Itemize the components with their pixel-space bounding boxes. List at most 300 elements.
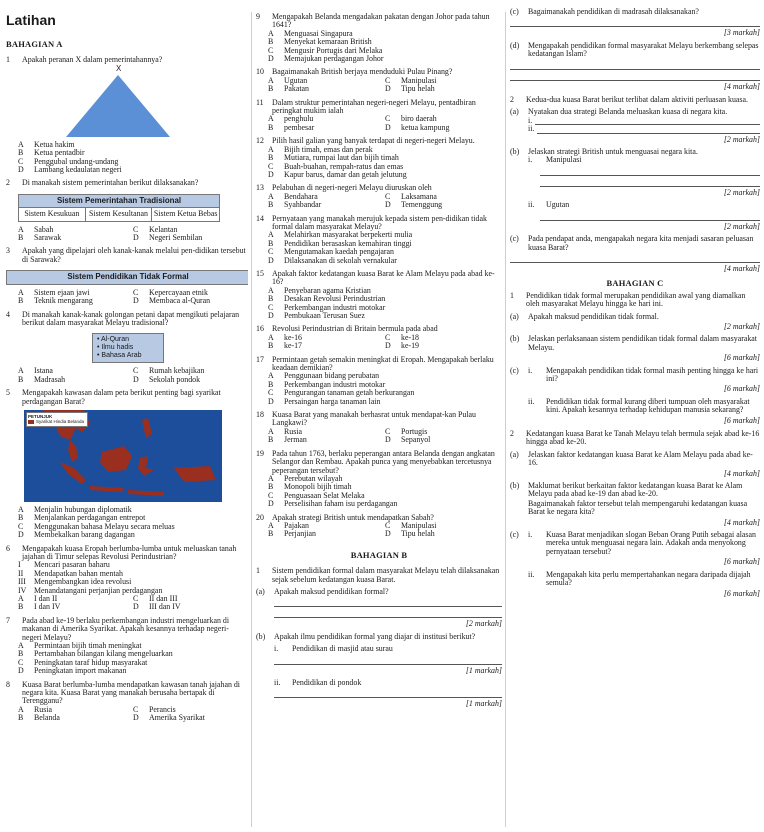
subpart-text: Bagaimanakah pendidikan di madrasah dilaksanakan? (528, 7, 699, 16)
subpart-text: Manipulasi (546, 155, 582, 165)
subpart-label: (b) (510, 481, 520, 491)
option-text: I dan IV (34, 602, 61, 612)
map-legend-item (28, 419, 86, 425)
answer-option[interactable] (18, 166, 248, 174)
option-text: Pembukaan Terusan Suez (284, 311, 365, 320)
marks-label: [6 markah] (723, 353, 760, 363)
option-text: Penguasaan Selat Melaka (284, 490, 365, 500)
option-text: ke-19 (401, 341, 419, 351)
option-text: Mendapatkan bahan mentah (34, 568, 123, 578)
subpart-label: i. (528, 530, 533, 540)
option-text: Menggunakan bahasa Melayu secara meluas (34, 521, 175, 531)
option-letter: B (268, 341, 274, 351)
question-number: 12 (256, 136, 264, 146)
answer-option[interactable] (268, 436, 385, 444)
question-stem: Pelabuhan di negeri-negeri Melayu diuruskan oleh (272, 183, 432, 193)
option-text: Pertambahan bilangan kilang mengeluarkan (34, 649, 173, 659)
answer-option[interactable] (268, 201, 385, 209)
option-letter: A (268, 114, 274, 124)
option-text: Sarawak (34, 233, 62, 243)
option-text: Mengutamakan kaedah pengajaran (284, 247, 394, 257)
triangle-diagram (6, 65, 248, 141)
question-20 (256, 514, 502, 539)
option-letter: A (268, 144, 274, 154)
option-letter: A (268, 75, 274, 85)
option-text: Perkembangan industri motokar (284, 379, 386, 389)
option-text: Lambang kedaulatan negeri (34, 165, 122, 175)
subpart-text: Jelaskan faktor kedatangan kuasa Barat ke Alam Melayu pada abad ke-16. (528, 449, 753, 468)
table-cell: Sistem Kesukuan (19, 208, 86, 220)
question-10 (256, 68, 502, 93)
question-stem: Kedatangan kuasa Barat ke Tanah Melayu telah bermula sejak abad ke-16 hingga abad ke-20. (526, 429, 760, 447)
option-text: Menjalankan perdagangan entrepot (34, 513, 146, 523)
answer-line[interactable] (274, 599, 502, 607)
question-stem: Apakah yang dipelajari oleh kanak-kanak melalui pen-didikan tersebut di Sarawak? (22, 246, 246, 264)
option-text: Laksamana (401, 191, 437, 201)
option-text: Mencari pasaran baharu (34, 560, 110, 570)
question-stem: Pilih hasil galian yang banyak terdapat di negeri-negeri Melayu. (272, 136, 475, 146)
option-letter: D (133, 233, 139, 243)
subpart-text: Pendidikan di pondok (292, 678, 362, 687)
question-14 (256, 215, 502, 265)
marks-label: [4 markah] (723, 263, 760, 273)
option-letter: B (268, 37, 274, 47)
marks-label: [2 markah] (723, 187, 760, 197)
answer-option[interactable] (18, 667, 248, 675)
marks-label: [6 markah] (723, 588, 760, 598)
answer-option[interactable] (268, 398, 502, 406)
map-figure (24, 410, 222, 502)
answer-line[interactable] (510, 19, 760, 27)
question-number: 2 (510, 95, 514, 105)
option-letter: D (268, 255, 274, 265)
structured-question-1 (256, 567, 502, 709)
subpart-text: Mengapakah pendidikan tidak formal masih penting hingga ke hari ini? (546, 365, 759, 383)
question-number: 9 (256, 12, 260, 21)
answer-option[interactable] (268, 500, 502, 508)
subpart-text: Jelaskan strategi British untuk menguasai negara kita. (528, 147, 698, 157)
info-list-box (92, 333, 164, 363)
option-letter: D (268, 54, 274, 64)
subpart-text: Apakah ilmu pendidikan formal yang diajar di institusi berikut? (274, 631, 476, 641)
column-right (510, 0, 760, 832)
answer-option[interactable] (133, 234, 248, 242)
answer-line[interactable] (540, 168, 760, 176)
question-number: 20 (256, 512, 264, 522)
option-letter: D (133, 296, 139, 306)
column-middle (256, 0, 502, 832)
option-text: Teknik mengarang (34, 296, 93, 306)
answer-options (268, 146, 502, 180)
answer-option[interactable] (268, 530, 385, 538)
table-cell: Sistem Ketua Bebas (153, 209, 218, 219)
option-letter: D (385, 435, 391, 445)
option-letter: A (18, 594, 24, 603)
option-text: ke-17 (284, 341, 302, 351)
answer-options (268, 77, 502, 94)
answer-line[interactable] (510, 62, 760, 70)
answer-option[interactable] (18, 234, 133, 242)
option-letter: D (385, 84, 391, 94)
answer-line[interactable] (274, 610, 502, 618)
subpart-text: Apakah maksud pendidikan formal? (274, 586, 389, 596)
option-letter: B (268, 482, 274, 492)
option-letter: D (133, 602, 139, 612)
answer-options (268, 475, 502, 509)
question-number: 19 (256, 448, 264, 458)
option-text: Desakan Revolusi Perindustrian (284, 294, 386, 304)
subpart-text: Ugutan (546, 200, 570, 210)
option-text: Pendidikan berasaskan kemahiran tinggi (284, 238, 412, 248)
subpart-label: (c) (510, 365, 519, 375)
question-stem: Mengapakah Belanda mengadakan pakatan dengan Johor pada tahun 1641? (272, 12, 490, 30)
option-letter: B (268, 238, 274, 248)
option-text: Membekalkan barang dagangan (34, 530, 135, 540)
question-stem: Pernyataan yang manakah merujuk kepada sistem pen-didikan tidak formal dalam masyarakat Melayu? (272, 213, 487, 231)
subpart-label: (d) (510, 40, 520, 50)
answer-options (18, 706, 248, 723)
option-text: Ketua hakim (34, 139, 75, 149)
info-table (18, 194, 220, 222)
question-5 (6, 389, 248, 539)
answer-option[interactable] (133, 297, 248, 305)
question-12 (256, 137, 502, 179)
question-16 (256, 325, 502, 350)
question-1 (6, 56, 248, 174)
question-number: 1 (256, 566, 260, 576)
subpart-label: (a) (510, 449, 519, 459)
marks-label: [2 markah] (723, 321, 760, 331)
answer-line[interactable] (540, 213, 760, 221)
option-text: Perkembangan industri motokar (284, 302, 386, 312)
option-text: Bendahara (284, 191, 318, 201)
option-letter: D (18, 666, 24, 676)
subpart-text: Nyatakan dua strategi Belanda meluaskan kuasa di negara kita. (528, 107, 728, 117)
option-text: Persaingan harga tanaman lain (284, 396, 381, 406)
answer-line[interactable] (510, 255, 760, 263)
option-letter: B (268, 435, 274, 445)
option-text: Sistem ejaan jawi (34, 287, 90, 297)
answer-options (18, 367, 248, 384)
option-text: Manipulasi (401, 520, 437, 530)
option-letter: A (268, 371, 274, 381)
answer-line[interactable] (535, 117, 760, 125)
question-15 (256, 270, 502, 320)
answer-line[interactable] (540, 179, 760, 187)
question-number: 7 (6, 615, 10, 625)
question-stem: Sistem pendidikan formal dalam masyarakat Melayu telah dilaksanakan sejak sebelum kedatangan kuasa Barat. (272, 566, 500, 584)
option-text: Menandatangani perjanjian perdagangan (34, 585, 163, 595)
option-text: Penggunaan bidang perubatan (284, 371, 380, 381)
question-number: 17 (256, 354, 264, 364)
option-text: I dan II (34, 594, 58, 603)
page-title: Latihan (6, 12, 56, 28)
option-letter: A (18, 139, 24, 149)
statement-items (18, 561, 248, 595)
option-letter: B (268, 153, 274, 163)
mcq-list (256, 13, 502, 539)
subpart-label: i. (528, 155, 533, 165)
answer-option[interactable] (133, 376, 248, 384)
question-6 (6, 545, 248, 612)
section-a-heading: BAHAGIAN A (6, 39, 63, 49)
question-stem: Kuasa Barat yang manakah berhasrat untuk mendapat-kan Pulau Langkawi? (272, 410, 476, 428)
answer-option[interactable] (385, 201, 502, 209)
option-text: Madrasah (34, 374, 66, 384)
map-legend (26, 412, 88, 427)
option-letter: C (133, 287, 139, 297)
option-letter: C (133, 224, 139, 234)
option-letter: D (268, 396, 274, 406)
question-stem: Di manakah kanak-kanak golongan petani dapat mengikuti pelajaran berikut dalam masyarakat Melayu tradisional? (22, 309, 240, 327)
option-text: Sekolah pondok (149, 374, 201, 384)
answer-option[interactable] (18, 376, 133, 384)
option-letter: C (268, 388, 274, 398)
question-stem: Kedua-dua kuasa Barat berikut terlibat dalam aktiviti perluasan kuasa. (526, 95, 748, 105)
option-text: Tipu helah (401, 84, 435, 94)
essay-question-1 (510, 292, 760, 425)
question-number: 16 (256, 324, 264, 334)
essay-question-2 (510, 430, 760, 598)
subpart-text: Maklumat berikut berkaitan faktor kedatangan kuasa Barat ke Alam Melayu pada abad ke-19 dan abad ke-20. (528, 481, 743, 499)
option-text: Membaca al-Quran (149, 296, 211, 306)
answer-option[interactable] (385, 436, 502, 444)
subpart-text: Pendidikan tidak formal kurang diberi tumpuan oleh masyarakat kini. Apakah kesannya terhadap kehidupan manusia sekarang? (546, 396, 750, 415)
option-text: Negeri Sembilan (149, 233, 203, 243)
answer-option[interactable] (133, 714, 248, 722)
question-stem: Mengapakah kawasan dalam peta berikut penting bagi syarikat perdagangan Barat? (22, 388, 221, 406)
triangle-figure (6, 65, 248, 141)
answer-option[interactable] (385, 124, 502, 132)
subpart-label: ii. (528, 569, 535, 579)
marks-label: [1 markah] (465, 699, 502, 709)
question-stem: Dalam struktur pemerintahan negeri-negeri Melayu, pentadbiran peringkat mukim ialah (272, 97, 476, 116)
option-letter: C (385, 191, 391, 201)
option-letter: A (268, 285, 274, 295)
answer-line[interactable] (537, 126, 760, 134)
option-text: Rusia (34, 704, 52, 714)
question-number: 4 (6, 309, 10, 319)
question-number: 1 (510, 290, 514, 300)
question-4 (6, 311, 248, 385)
option-text: ke-18 (401, 332, 419, 342)
question-stem: Di manakah sistem pemerintahan berikut dilaksanakan? (22, 178, 199, 188)
option-text: II dan III (149, 594, 178, 603)
option-text: Kapur barus, damar dan getah jelutung (284, 169, 407, 179)
answer-option[interactable] (268, 55, 502, 63)
answer-option[interactable] (18, 714, 133, 722)
answer-option[interactable] (268, 124, 385, 132)
option-letter: C (18, 657, 24, 667)
option-letter: B (18, 148, 24, 158)
table-row (19, 208, 219, 220)
subpart-label: ii. (528, 396, 535, 406)
option-text: Syahbandar (284, 200, 322, 210)
option-letter: D (18, 530, 24, 540)
answer-option[interactable] (268, 312, 502, 320)
question-number: 11 (256, 97, 264, 107)
question-2 (6, 179, 248, 242)
option-text: Sabah (34, 224, 54, 234)
answer-option[interactable] (18, 297, 133, 305)
subpart-label: i. (274, 644, 279, 654)
answer-options (18, 506, 248, 540)
section-c-heading: BAHAGIAN C (606, 278, 664, 289)
option-letter: C (385, 332, 391, 342)
answer-line[interactable] (274, 690, 502, 698)
answer-option[interactable] (18, 531, 248, 539)
option-text: Istana (34, 366, 53, 376)
option-letter: B (18, 713, 24, 723)
option-letter: A (268, 191, 274, 201)
answer-option[interactable] (385, 85, 502, 93)
question-stem: Pada tahun 1763, berlaku peperangan antara Belanda dengan angkatan Selangor dan Rembau. Apakah punca yang menyebabkan tercetusnya peperangan tersebut? (272, 448, 495, 475)
question-stem: Revolusi Perindustrian di Britain bermula pada abad (272, 324, 438, 334)
marks-label: [1 markah] (465, 665, 502, 675)
option-letter: D (385, 200, 391, 210)
option-text: Pakatan (284, 84, 309, 94)
option-text: Kelantan (149, 224, 178, 234)
answer-options (268, 372, 502, 406)
question-11 (256, 99, 502, 133)
option-letter: C (133, 704, 139, 714)
option-letter: A (18, 704, 24, 714)
option-letter: D (18, 165, 24, 175)
option-text: Peningkatan taraf hidup masyarakat (34, 657, 148, 667)
subpart-label: (b) (510, 147, 520, 157)
option-letter: D (268, 169, 274, 179)
option-text: biro daerah (401, 114, 437, 124)
question-number: 3 (6, 246, 10, 256)
subpart-label: (a) (510, 311, 519, 321)
answer-option[interactable] (385, 530, 502, 538)
subpart-text: Mengapakah kita perlu mempertahankan negara daripada dijajah semula? (546, 569, 751, 588)
question-stem: Apakah faktor kedatangan kuasa Barat ke Alam Melayu pada abad ke-16? (272, 268, 495, 287)
question-number: 15 (256, 268, 264, 278)
option-text: Amerika Syarikat (149, 713, 205, 723)
option-letter: B (18, 513, 24, 523)
question-stem: Kuasa Barat berlumba-lumba mendapatkan kawasan tanah jajahan di negara kita. Kuasa Barat yang manakah berusaha bertapak di Terengganu? (22, 679, 241, 706)
option-letter: D (133, 374, 139, 384)
option-letter: C (385, 75, 391, 85)
marks-label: [4 markah] (723, 517, 760, 527)
subpart-text: Apakah maksud pendidikan tidak formal. (528, 311, 659, 321)
option-letter: B (268, 84, 274, 94)
question-stem: Mengapakah kuasa Eropah berlumba-lumba untuk meluaskan tanah jajahan di Timur selepas Revolusi Perindustrian? (22, 543, 237, 561)
answer-options (18, 226, 248, 243)
option-letter: C (385, 114, 391, 124)
option-text: Perjanjian (284, 529, 316, 539)
question-number: 2 (510, 429, 514, 438)
option-text: Penggubal undang-undang (34, 156, 119, 166)
question-stem: Pada abad ke-19 berlaku perkembangan industri mengeluarkan di makanan di Amerika Syarikat. Apakah kesannya terhadap negeri-negeri Melayu? (22, 615, 230, 642)
option-text: Rusia (284, 426, 302, 436)
question-number: 2 (6, 178, 10, 188)
map-legend-title: PETUNJUK (28, 413, 53, 419)
answer-line[interactable] (274, 657, 502, 665)
column-divider (505, 12, 506, 827)
option-letter: A (18, 224, 24, 234)
answer-option[interactable] (268, 85, 385, 93)
option-text: Permintaan bijih timah meningkat (34, 641, 142, 651)
answer-option[interactable] (268, 171, 502, 179)
question-number: 6 (6, 543, 10, 553)
option-letter: A (268, 332, 274, 342)
option-text: ketua kampung (401, 122, 450, 132)
option-text: Menguasai Singapura (284, 28, 353, 38)
option-text: Sepanyol (401, 435, 431, 445)
option-text: Melahirkan masyarakat berpekerti mulia (284, 230, 413, 240)
option-letter: C (268, 161, 274, 171)
list-item-text: Al-Quran (101, 336, 130, 344)
answer-line[interactable] (510, 73, 760, 81)
subpart-label: (a) (256, 586, 265, 596)
option-text: Monopoli bijih timah (284, 482, 352, 492)
option-letter: B (18, 649, 24, 659)
option-letter: A (268, 473, 274, 483)
subpart-label: ii. (528, 124, 535, 134)
option-letter: B (268, 379, 274, 389)
option-letter: D (385, 122, 391, 132)
option-text: Temenggung (401, 200, 443, 210)
option-text: Penyebaran agama Kristian (284, 285, 371, 295)
triangle-shape (66, 75, 170, 137)
subpart-text: Pendidikan di masjid atau surau (292, 644, 393, 654)
marks-label: [2 markah] (465, 619, 502, 629)
option-letter: IV (18, 585, 27, 595)
question-number: 1 (6, 55, 10, 65)
option-letter: D (268, 311, 274, 320)
answer-options (268, 231, 502, 265)
option-text: Ugutan (284, 75, 308, 85)
answer-options (268, 30, 502, 64)
column-left (6, 0, 248, 832)
option-text: Tipu helah (401, 529, 435, 539)
option-text: Pajakan (284, 520, 309, 530)
option-letter: B (18, 233, 24, 243)
answer-options (268, 115, 502, 132)
option-text: Kepercayaan etnik (149, 287, 208, 297)
option-letter: A (268, 230, 274, 240)
subpart-text: Bagaimanakah faktor tersebut telah mempengaruhi kedatangan kuasa Barat ke negara kita? (528, 498, 748, 517)
answer-option[interactable] (268, 257, 502, 265)
answer-option[interactable] (133, 603, 248, 611)
structured-question-2 (510, 96, 760, 273)
option-text: Portugis (401, 426, 428, 436)
info-table (6, 270, 248, 284)
triangle-label: X (116, 63, 122, 73)
answer-option[interactable] (18, 603, 133, 611)
question-8 (6, 681, 248, 723)
subpart-label: (c) (510, 7, 519, 16)
column-divider (251, 12, 252, 827)
question-stem: Pendidikan tidak formal merupakan pendidikan awal yang diamalkan oleh masyarakat Melayu hingga ke hari ini. (526, 290, 746, 309)
option-letter: C (268, 302, 274, 312)
question-19 (256, 450, 502, 509)
subpart-label: (b) (256, 631, 266, 641)
answer-option[interactable] (385, 342, 502, 350)
marks-label: [2 markah] (723, 134, 760, 144)
question-number: 10 (256, 67, 264, 77)
option-letter: D (133, 713, 139, 723)
section-b-heading: BAHAGIAN B (350, 549, 408, 560)
answer-options (268, 193, 502, 210)
question-17 (256, 356, 502, 406)
option-text: Perselisihan faham isu perdagangan (284, 499, 398, 509)
subpart-label: ii. (274, 678, 281, 687)
question-number: 18 (256, 410, 264, 420)
answer-option[interactable] (268, 342, 385, 350)
